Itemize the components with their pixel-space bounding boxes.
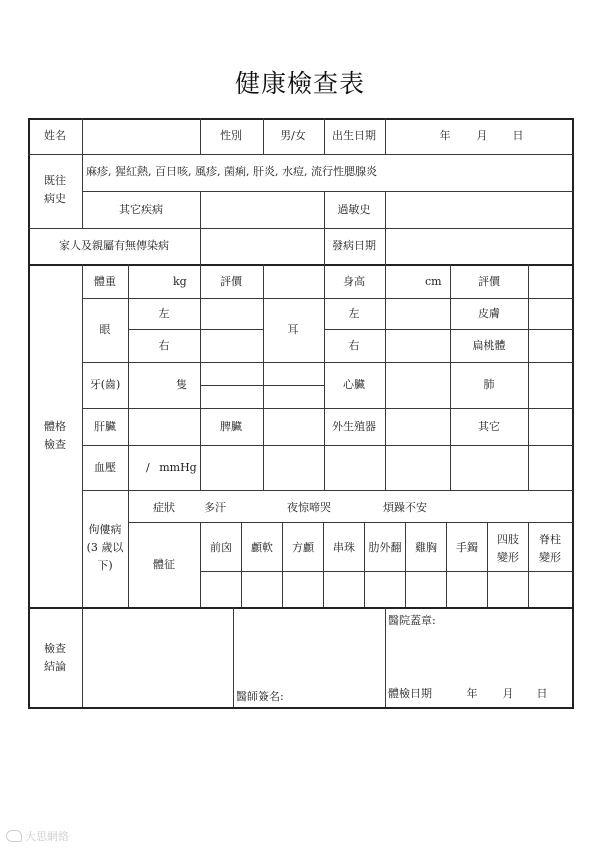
sign-item: 前囟 — [210, 541, 232, 554]
sign-item: 串珠 — [333, 541, 355, 554]
weight-label: 體重 — [94, 275, 116, 288]
gender-label: 性別 — [220, 129, 242, 142]
teeth-label: 牙(齒) — [89, 378, 121, 391]
exam-month-label: 月 — [502, 687, 514, 700]
weight-unit: kg — [173, 275, 187, 288]
birth-day-label: 日 — [512, 129, 524, 142]
exam-day-label: 日 — [536, 687, 548, 700]
hospital-seal-label: 醫院蓋章: — [388, 614, 436, 627]
eye-left-label: 左 — [158, 307, 170, 320]
physical-exam-label: 體格 檢查 — [44, 420, 66, 451]
sign-spine-deformity: 脊柱 變形 — [539, 533, 561, 564]
exam-year-label: 年 — [466, 687, 478, 700]
sign-item: 雞胸 — [415, 541, 437, 554]
rickets-label: 佝僂病 (3 歲以 下) — [86, 523, 124, 572]
birth-year-label: 年 — [439, 129, 451, 142]
sign-item: 手鐲 — [456, 541, 478, 554]
other-exam-label: 其它 — [478, 420, 500, 433]
blood-pressure-unit: / mmHg — [146, 461, 197, 474]
heart-label: 心臟 — [343, 378, 365, 391]
spleen-label: 脾臟 — [220, 420, 242, 433]
blood-pressure-label: 血壓 — [94, 461, 116, 474]
gender-options: 男/女 — [280, 129, 306, 142]
ear-label: 耳 — [287, 323, 299, 336]
sign-limb-deformity: 四肢 變形 — [497, 533, 519, 564]
form-title: 健康檢查表 — [234, 69, 365, 98]
tonsil-label: 扁桃體 — [472, 339, 506, 352]
other-diseases-label: 其它疾病 — [119, 203, 163, 216]
symptom-item: 多汗 — [204, 501, 226, 514]
height-unit: cm — [425, 275, 442, 288]
ear-left-label: 左 — [348, 307, 360, 320]
sign-item: 顱軟 — [251, 541, 273, 554]
allergy-label: 過敏史 — [337, 203, 371, 216]
past-history-label: 既往 病史 — [44, 174, 66, 205]
height-evaluation-label: 評價 — [478, 275, 500, 288]
symptom-item: 煩躁不安 — [383, 501, 427, 514]
watermark-logo-icon — [6, 830, 22, 842]
liver-label: 肝臟 — [94, 420, 116, 433]
height-label: 身高 — [343, 275, 365, 288]
lung-label: 肺 — [483, 378, 495, 391]
doctor-signature-label: 醫師簽名: — [236, 690, 284, 703]
eye-label: 眼 — [99, 323, 111, 336]
watermark: 大思網絡 — [6, 828, 69, 844]
eye-right-label: 右 — [158, 339, 170, 352]
genital-label: 外生殖器 — [332, 420, 376, 433]
skin-label: 皮膚 — [478, 307, 500, 320]
sign-item: 肋外翻 — [368, 541, 402, 554]
signs-label: 體征 — [153, 558, 175, 571]
name-label: 姓名 — [44, 129, 66, 142]
disease-list: 麻疹, 猩紅熱, 百日咳, 風疹, 菌痢, 肝炎, 水痘, 流行性腮腺炎 — [86, 165, 377, 178]
family-infectious-label: 家人及親屬有無傳染病 — [59, 239, 169, 252]
birth-month-label: 月 — [476, 129, 488, 142]
symptom-item: 夜惊啼哭 — [287, 501, 331, 514]
weight-evaluation-label: 評價 — [220, 275, 242, 288]
exam-date-label: 體檢日期 — [388, 687, 432, 700]
onset-date-label: 發病日期 — [332, 239, 376, 252]
exam-conclusion-label: 檢查 結論 — [44, 642, 66, 673]
birth-date-label: 出生日期 — [332, 129, 376, 142]
teeth-unit: 隻 — [176, 378, 187, 391]
symptoms-label: 症狀 — [153, 501, 175, 514]
sign-item: 方顱 — [292, 541, 314, 554]
ear-right-label: 右 — [348, 339, 360, 352]
